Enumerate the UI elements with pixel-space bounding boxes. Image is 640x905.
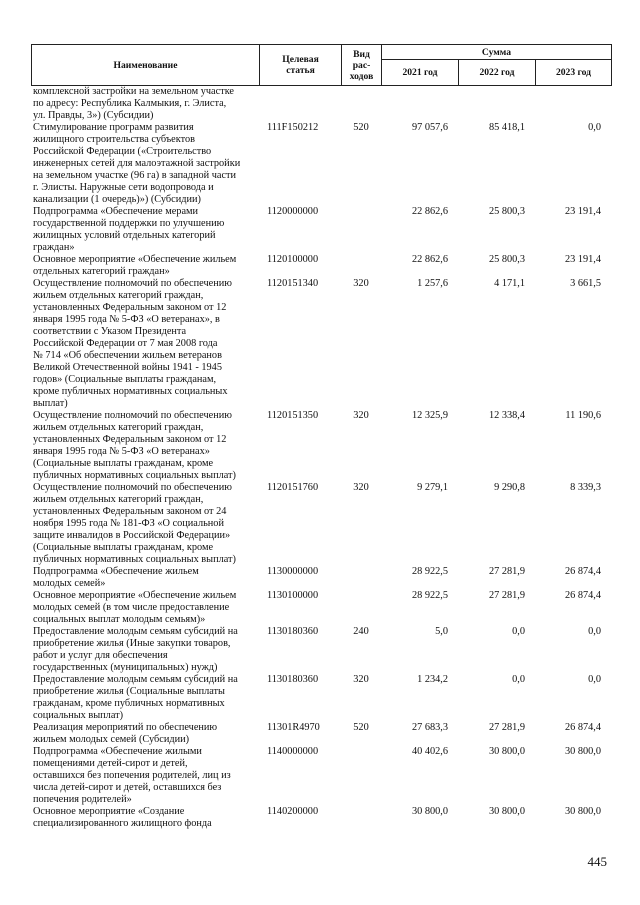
row-name-line: помещениями детей-сирот и детей, — [33, 758, 188, 769]
row-name — [31, 566, 259, 590]
row-value-2021: 28 922,5 — [411, 590, 448, 601]
row-expense-type — [341, 590, 381, 626]
header-year-2021: 2021 год — [382, 60, 459, 86]
row-name-line: попечения родителей» — [33, 794, 132, 805]
row-name-line: социальных выплат) — [33, 710, 124, 721]
row-value-2023: 23 191,4 — [564, 254, 601, 265]
row-value-2021: 22 862,6 — [411, 254, 448, 265]
row-expense-type — [341, 566, 381, 590]
row-name-line: приобретение жилья (Социальные выплаты — [33, 686, 225, 697]
row-name-line: защите инвалидов в Российской Федерации» — [33, 530, 231, 541]
row-name-line: публичных нормативных социальных выплат) — [33, 470, 236, 481]
table-row — [31, 674, 611, 722]
row-value-2022: 25 800,3 — [488, 206, 525, 217]
row-name — [31, 590, 259, 626]
row-name — [31, 122, 259, 206]
row-name-line: оставшихся без попечения родителей, лиц из — [33, 770, 231, 781]
row-name-line: Осуществление полномочий по обеспечению — [33, 278, 232, 289]
row-name — [31, 86, 259, 122]
row-name-line: работ и услуг для обеспечения — [33, 650, 168, 661]
row-value-2023: 26 874,4 — [564, 590, 601, 601]
row-name-line: жильем отдельных категорий граждан, — [33, 494, 204, 505]
row-name-line: на земельном участке (96 га) в западной части — [33, 170, 237, 181]
row-name-line: соответствии с Указом Президента — [33, 326, 187, 337]
row-name-line: Осуществление полномочий по обеспечению — [33, 410, 232, 421]
header-target-line2: статья — [286, 65, 315, 76]
row-expense-type — [341, 806, 381, 830]
row-value-2023: 30 800,0 — [564, 746, 601, 757]
row-value-2023: 23 191,4 — [564, 206, 601, 217]
table-body — [31, 86, 611, 830]
row-name-line: по адресу: Республика Калмыкия, г. Элиста, — [33, 98, 227, 109]
row-value-2021 — [381, 86, 458, 122]
row-expense-type: 240 — [353, 626, 369, 637]
table-row — [31, 626, 611, 674]
row-name-line: годов» (Социальные выплаты гражданам, — [33, 374, 217, 385]
header-target-line1: Целевая — [282, 54, 319, 65]
table-row — [31, 206, 611, 254]
row-expense-type — [341, 206, 381, 254]
header-vid-line2: рас- — [352, 59, 371, 71]
page-number: 445 — [587, 854, 607, 869]
header-vid-line3: ходов — [349, 70, 374, 82]
row-expense-type: 320 — [353, 410, 369, 421]
row-name — [31, 722, 259, 746]
row-target-article: 1120151340 — [267, 278, 319, 289]
row-target-article: 111F150212 — [267, 122, 319, 133]
table-row — [31, 86, 611, 122]
table-row — [31, 722, 611, 746]
row-target-article: 1130100000 — [267, 590, 319, 601]
row-target-article: 1120151760 — [267, 482, 319, 493]
table-row — [31, 746, 611, 806]
row-name — [31, 278, 259, 410]
row-name — [31, 482, 259, 566]
row-name — [31, 206, 259, 254]
table-row — [31, 806, 611, 830]
header-year-2023: 2023 год — [536, 60, 612, 86]
row-name-line: г. Элисты. Наружные сети водопровода и — [33, 182, 214, 193]
row-name-line: гражданам, кроме публичных нормативных — [33, 698, 225, 709]
row-name-line: числа детей-сирот и детей, оставшихся без — [33, 782, 222, 793]
header-expense-type — [342, 45, 382, 86]
row-name-line: № 714 «Об обеспечении жильем ветеранов — [33, 350, 222, 361]
row-target-article — [259, 86, 341, 122]
row-value-2021: 40 402,6 — [411, 746, 448, 757]
row-value-2023: 26 874,4 — [564, 566, 601, 577]
row-target-article: 1120100000 — [267, 254, 319, 265]
row-value-2021: 5,0 — [435, 626, 448, 637]
row-value-2023: 30 800,0 — [564, 806, 601, 817]
row-name-line: Российской Федерации от 7 мая 2008 года — [33, 338, 218, 349]
table-row — [31, 122, 611, 206]
row-name-line: января 1995 года № 5-ФЗ «О ветеранах», в — [33, 314, 220, 325]
row-target-article: 1130180360 — [267, 626, 319, 637]
row-name — [31, 626, 259, 674]
row-name-line: Предоставление молодым семьям субсидий на — [33, 626, 238, 637]
row-name-line: кроме публичных нормативных социальных — [33, 386, 228, 397]
row-name-line: государственных (муниципальных) нужд) — [33, 662, 218, 673]
row-value-2021: 1 257,6 — [417, 278, 448, 289]
row-value-2021: 30 800,0 — [411, 806, 448, 817]
row-name-line: канализации (1 очередь)») (Субсидии) — [33, 194, 201, 205]
row-value-2021: 22 862,6 — [411, 206, 448, 217]
row-name-line: (Социальные выплаты гражданам, кроме — [33, 542, 214, 553]
row-name-line: Осуществление полномочий по обеспечению — [33, 482, 232, 493]
row-name-line: Подпрограмма «Обеспечение жилыми — [33, 746, 202, 757]
row-name-line: инженерных сетей для малоэтажной застройки — [33, 158, 241, 169]
row-value-2022: 30 800,0 — [488, 746, 525, 757]
row-name-line: Стимулирование программ развития — [33, 122, 194, 133]
row-value-2022: 25 800,3 — [488, 254, 525, 265]
row-value-2022: 30 800,0 — [488, 806, 525, 817]
table-row — [31, 278, 611, 410]
row-expense-type: 320 — [353, 278, 369, 289]
header-year-2022: 2022 год — [459, 60, 536, 86]
row-name-line: государственной поддержки по улучшению — [33, 218, 225, 229]
row-value-2022: 0,0 — [512, 674, 525, 685]
row-name-line: Основное мероприятие «Обеспечение жильем — [33, 590, 237, 601]
header-sum: Сумма — [382, 45, 612, 60]
table-row — [31, 410, 611, 482]
row-name-line: граждан» — [33, 242, 75, 253]
row-value-2021: 1 234,2 — [417, 674, 448, 685]
row-value-2022: 27 281,9 — [488, 590, 525, 601]
row-name — [31, 806, 259, 830]
budget-table-page — [31, 44, 611, 830]
table-row — [31, 590, 611, 626]
row-name-line: специализированного жилищного фонда — [33, 818, 212, 829]
row-value-2023: 8 339,3 — [570, 482, 601, 493]
row-name — [31, 746, 259, 806]
row-value-2023 — [535, 86, 611, 122]
header-target-article — [260, 45, 342, 86]
row-value-2022: 9 290,8 — [494, 482, 525, 493]
row-value-2021: 97 057,6 — [411, 122, 448, 133]
row-target-article: 1140000000 — [267, 746, 319, 757]
row-expense-type — [341, 86, 381, 122]
row-name-line: Великой Отечественной войны 1941 - 1945 — [33, 362, 222, 373]
row-value-2022 — [458, 86, 535, 122]
row-value-2022: 27 281,9 — [488, 722, 525, 733]
row-target-article: 1130000000 — [267, 566, 319, 577]
row-name-line: публичных нормативных социальных выплат) — [33, 554, 236, 565]
row-name-line: приобретение жилья (Иные закупки товаров, — [33, 638, 231, 649]
row-name-line: жилищных условий отдельных категорий — [33, 230, 216, 241]
row-name — [31, 674, 259, 722]
row-value-2021: 12 325,9 — [411, 410, 448, 421]
row-name-line: Предоставление молодым семьям субсидий на — [33, 674, 238, 685]
row-name-line: жильем отдельных категорий граждан, — [33, 422, 204, 433]
header-vid-line1: Вид — [353, 48, 370, 60]
row-value-2023: 0,0 — [588, 122, 601, 133]
row-name-line: выплат) — [33, 398, 68, 409]
row-name-line: Подпрограмма «Обеспечение жильем — [33, 566, 199, 577]
row-name — [31, 254, 259, 278]
row-name-line: социальных выплат молодым семьям)» — [33, 614, 206, 625]
row-name-line: ул. Правды, 3») (Субсидии) — [33, 110, 154, 121]
row-expense-type — [341, 746, 381, 806]
row-target-article: 1130180360 — [267, 674, 319, 685]
table-row — [31, 482, 611, 566]
row-value-2022: 85 418,1 — [488, 122, 525, 133]
row-target-article: 1120000000 — [267, 206, 319, 217]
table-row — [31, 566, 611, 590]
header-name: Наименование — [32, 45, 260, 86]
row-name-line: молодых семей (в том числе предоставление — [33, 602, 230, 613]
row-value-2023: 0,0 — [588, 626, 601, 637]
row-name-line: Основное мероприятие «Создание — [33, 806, 185, 817]
row-expense-type: 520 — [353, 122, 369, 133]
row-name-line: ноября 1995 года № 181-ФЗ «О социальной — [33, 518, 224, 529]
row-name-line: установленных Федеральным законом от 24 — [33, 506, 227, 517]
row-value-2023: 26 874,4 — [564, 722, 601, 733]
row-value-2023: 11 190,6 — [565, 410, 601, 421]
row-name-line: жильем отдельных категорий граждан, — [33, 290, 204, 301]
row-target-article: 1120151350 — [267, 410, 319, 421]
row-value-2021: 9 279,1 — [417, 482, 448, 493]
row-name-line: Российской Федерации («Строительство — [33, 146, 212, 157]
row-name-line: установленных Федеральным законом от 12 — [33, 302, 227, 313]
row-name-line: жильем молодых семей (Субсидии) — [33, 734, 190, 745]
row-target-article: 11301R4970 — [267, 722, 320, 733]
row-expense-type: 320 — [353, 674, 369, 685]
row-value-2023: 0,0 — [588, 674, 601, 685]
row-name-line: жилищного строительства субъектов — [33, 134, 195, 145]
row-expense-type: 320 — [353, 482, 369, 493]
row-value-2022: 12 338,4 — [488, 410, 525, 421]
row-name-line: установленных Федеральным законом от 12 — [33, 434, 227, 445]
row-name-line: отдельных категорий граждан» — [33, 266, 170, 277]
row-target-article: 1140200000 — [267, 806, 319, 817]
row-name-line: Основное мероприятие «Обеспечение жильем — [33, 254, 237, 265]
row-name-line: Реализация мероприятий по обеспечению — [33, 722, 218, 733]
row-value-2022: 27 281,9 — [488, 566, 525, 577]
row-expense-type: 520 — [353, 722, 369, 733]
row-name-line: комплексной застройки на земельном участке — [33, 86, 235, 97]
table-header — [31, 44, 612, 86]
row-value-2023: 3 661,5 — [570, 278, 601, 289]
row-name-line: января 1995 года № 5-ФЗ «О ветеранах» — [33, 446, 210, 457]
row-value-2021: 27 683,3 — [411, 722, 448, 733]
table-row — [31, 254, 611, 278]
row-value-2022: 4 171,1 — [494, 278, 525, 289]
row-name-line: (Социальные выплаты гражданам, кроме — [33, 458, 214, 469]
row-name — [31, 410, 259, 482]
row-value-2022: 0,0 — [512, 626, 525, 637]
row-name-line: Подпрограмма «Обеспечение мерами — [33, 206, 199, 217]
row-name-line: молодых семей» — [33, 578, 106, 589]
row-expense-type — [341, 254, 381, 278]
row-value-2021: 28 922,5 — [411, 566, 448, 577]
